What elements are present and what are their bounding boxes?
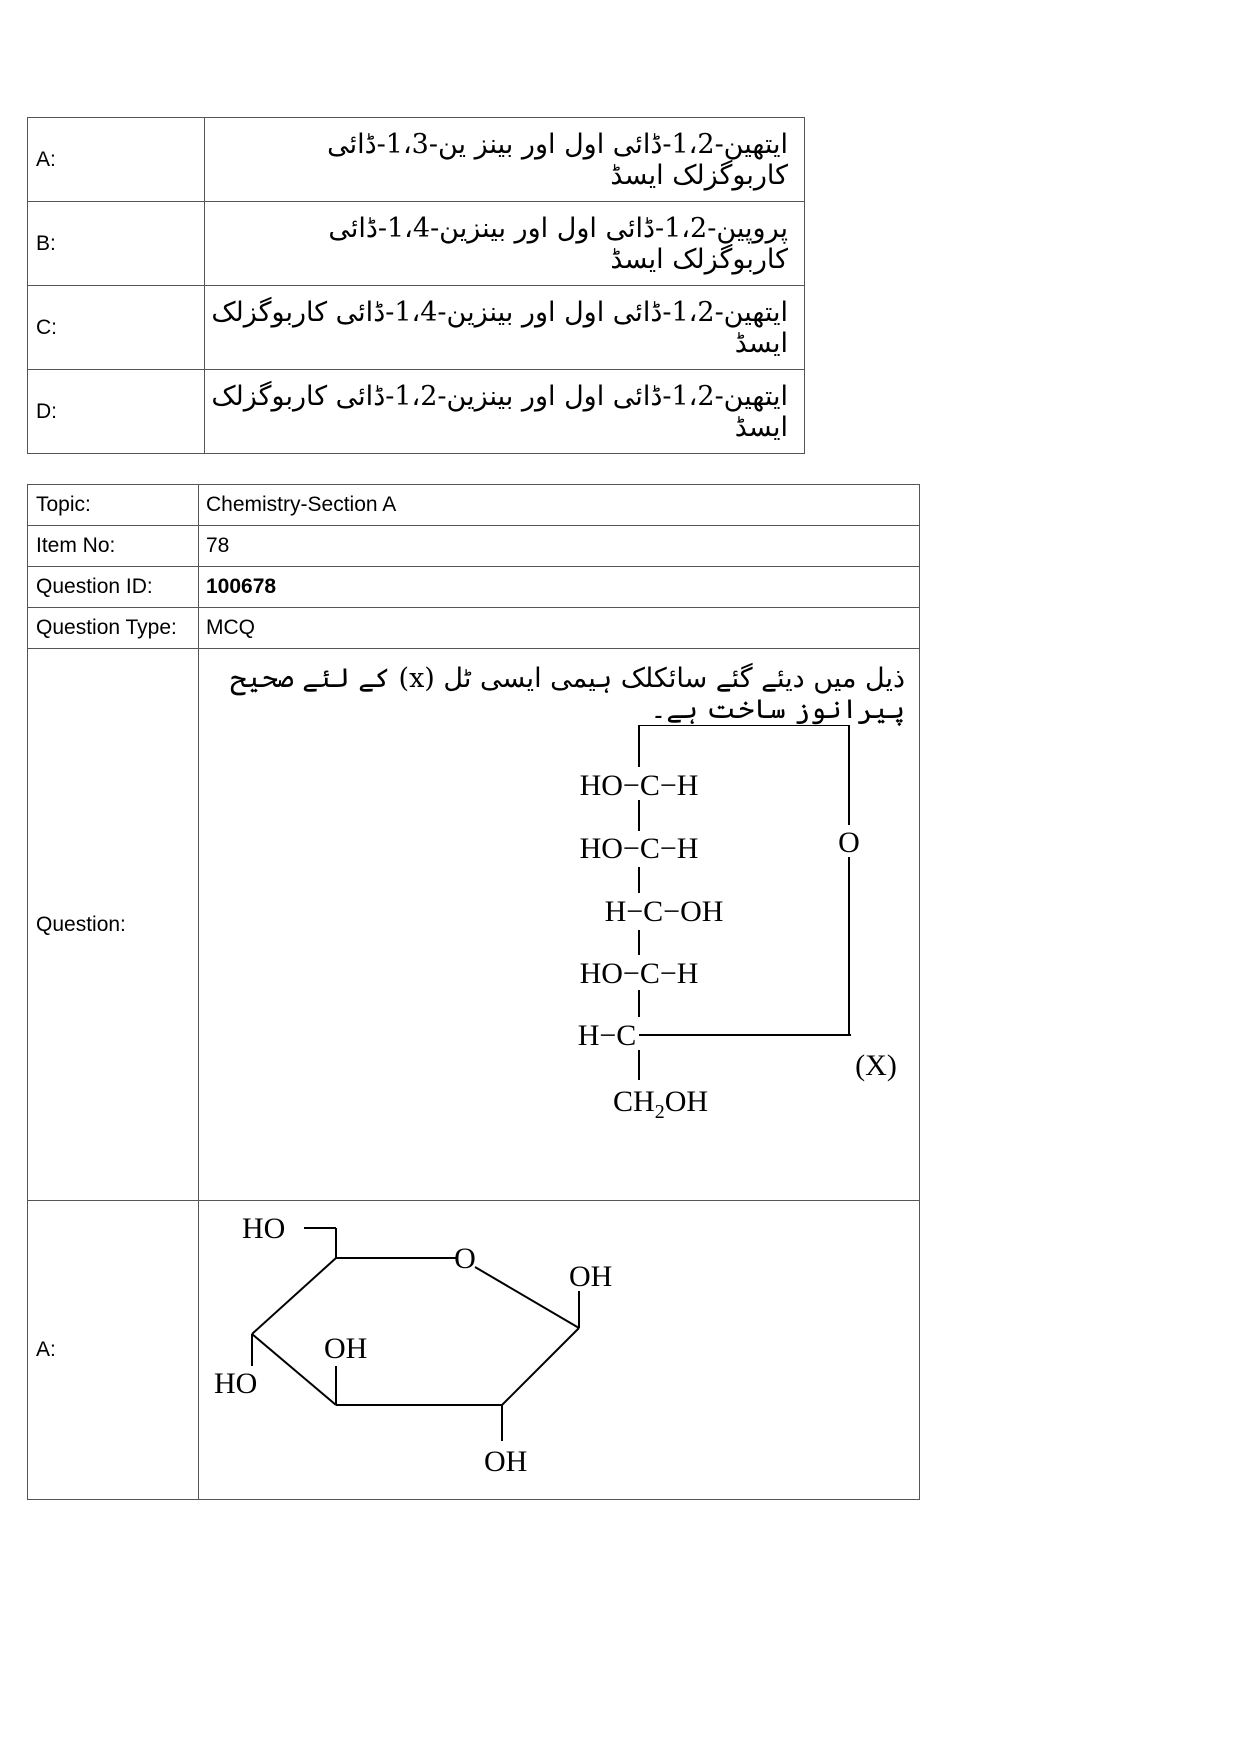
mid-oh-label: OH xyxy=(324,1332,368,1365)
option-label: D: xyxy=(28,370,205,454)
fischer-row: HO−C−H xyxy=(579,769,699,802)
question-type-row xyxy=(28,608,920,649)
option-row xyxy=(28,370,805,454)
fischer-row: H−C−OH xyxy=(604,895,724,928)
answer-label: A: xyxy=(28,1201,199,1500)
option-label: A: xyxy=(28,118,205,202)
item-row xyxy=(28,526,920,567)
question-row xyxy=(28,649,920,1201)
option-label: B: xyxy=(28,202,205,286)
bottom-oh-label: OH xyxy=(484,1445,528,1478)
fischer-row: H−C xyxy=(577,1019,637,1052)
option-text: ایتھین-1،2-ڈائی اول اور بینز ین-1،3-ڈائی کاربوگزلک ایسڈ xyxy=(205,118,805,202)
option-text: ایتھین-1،2-ڈائی اول اور بینزین-1،4-ڈائی کاربوگزلک ایسڈ xyxy=(205,286,805,370)
option-text: پروپین-1،2-ڈائی اول اور بینزین-1،4-ڈائی کاربوگزلک ایسڈ xyxy=(205,202,805,286)
right-oh-label: OH xyxy=(569,1260,613,1293)
oh-text: OH xyxy=(664,1085,709,1118)
answer-row xyxy=(28,1201,920,1500)
ch-text: CH xyxy=(613,1085,655,1118)
question-id-value: 100678 xyxy=(199,567,920,608)
topic-row xyxy=(28,485,920,526)
question-type-value: MCQ xyxy=(199,608,920,649)
question-body xyxy=(199,649,920,1201)
ring-oxygen-label: O xyxy=(838,826,860,859)
option-row xyxy=(28,286,805,370)
question-type-label: Question Type: xyxy=(28,608,199,649)
item-value: 78 xyxy=(199,526,920,567)
ring-o-label: O xyxy=(454,1242,476,1275)
fischer-row: HO−C−H xyxy=(579,957,699,990)
question-meta-table xyxy=(27,484,920,1500)
option-row xyxy=(28,118,805,202)
left-ho-label: HO xyxy=(214,1367,258,1400)
top-ho-label: HO xyxy=(242,1212,286,1245)
fischer-row: HO−C−H xyxy=(579,832,699,865)
question-id-row xyxy=(28,567,920,608)
item-label: Item No: xyxy=(28,526,199,567)
topic-label: Topic: xyxy=(28,485,199,526)
topic-value: Chemistry-Section A xyxy=(199,485,920,526)
haworth-structure-diagram xyxy=(199,1201,919,1494)
answer-body xyxy=(199,1201,920,1500)
fischer-projection-diagram xyxy=(199,725,919,1195)
option-text: ایتھین-1،2-ڈائی اول اور بینزین-1،2-ڈائی کاربوگزلک ایسڈ xyxy=(205,370,805,454)
option-row xyxy=(28,202,805,286)
question-id-label: Question ID: xyxy=(28,567,199,608)
option-label: C: xyxy=(28,286,205,370)
options-table xyxy=(27,117,805,454)
ch2oh-label xyxy=(613,1085,708,1123)
subscript-2: 2 xyxy=(654,1101,665,1123)
x-tag: (X) xyxy=(855,1049,897,1082)
question-text: ذیل میں دیئے گئے سائکلک ہیمی ایسی ٹل (x) کے لئے صحیح پیرانوز ساخت ہے۔ xyxy=(230,663,905,725)
question-label: Question: xyxy=(28,649,199,1201)
